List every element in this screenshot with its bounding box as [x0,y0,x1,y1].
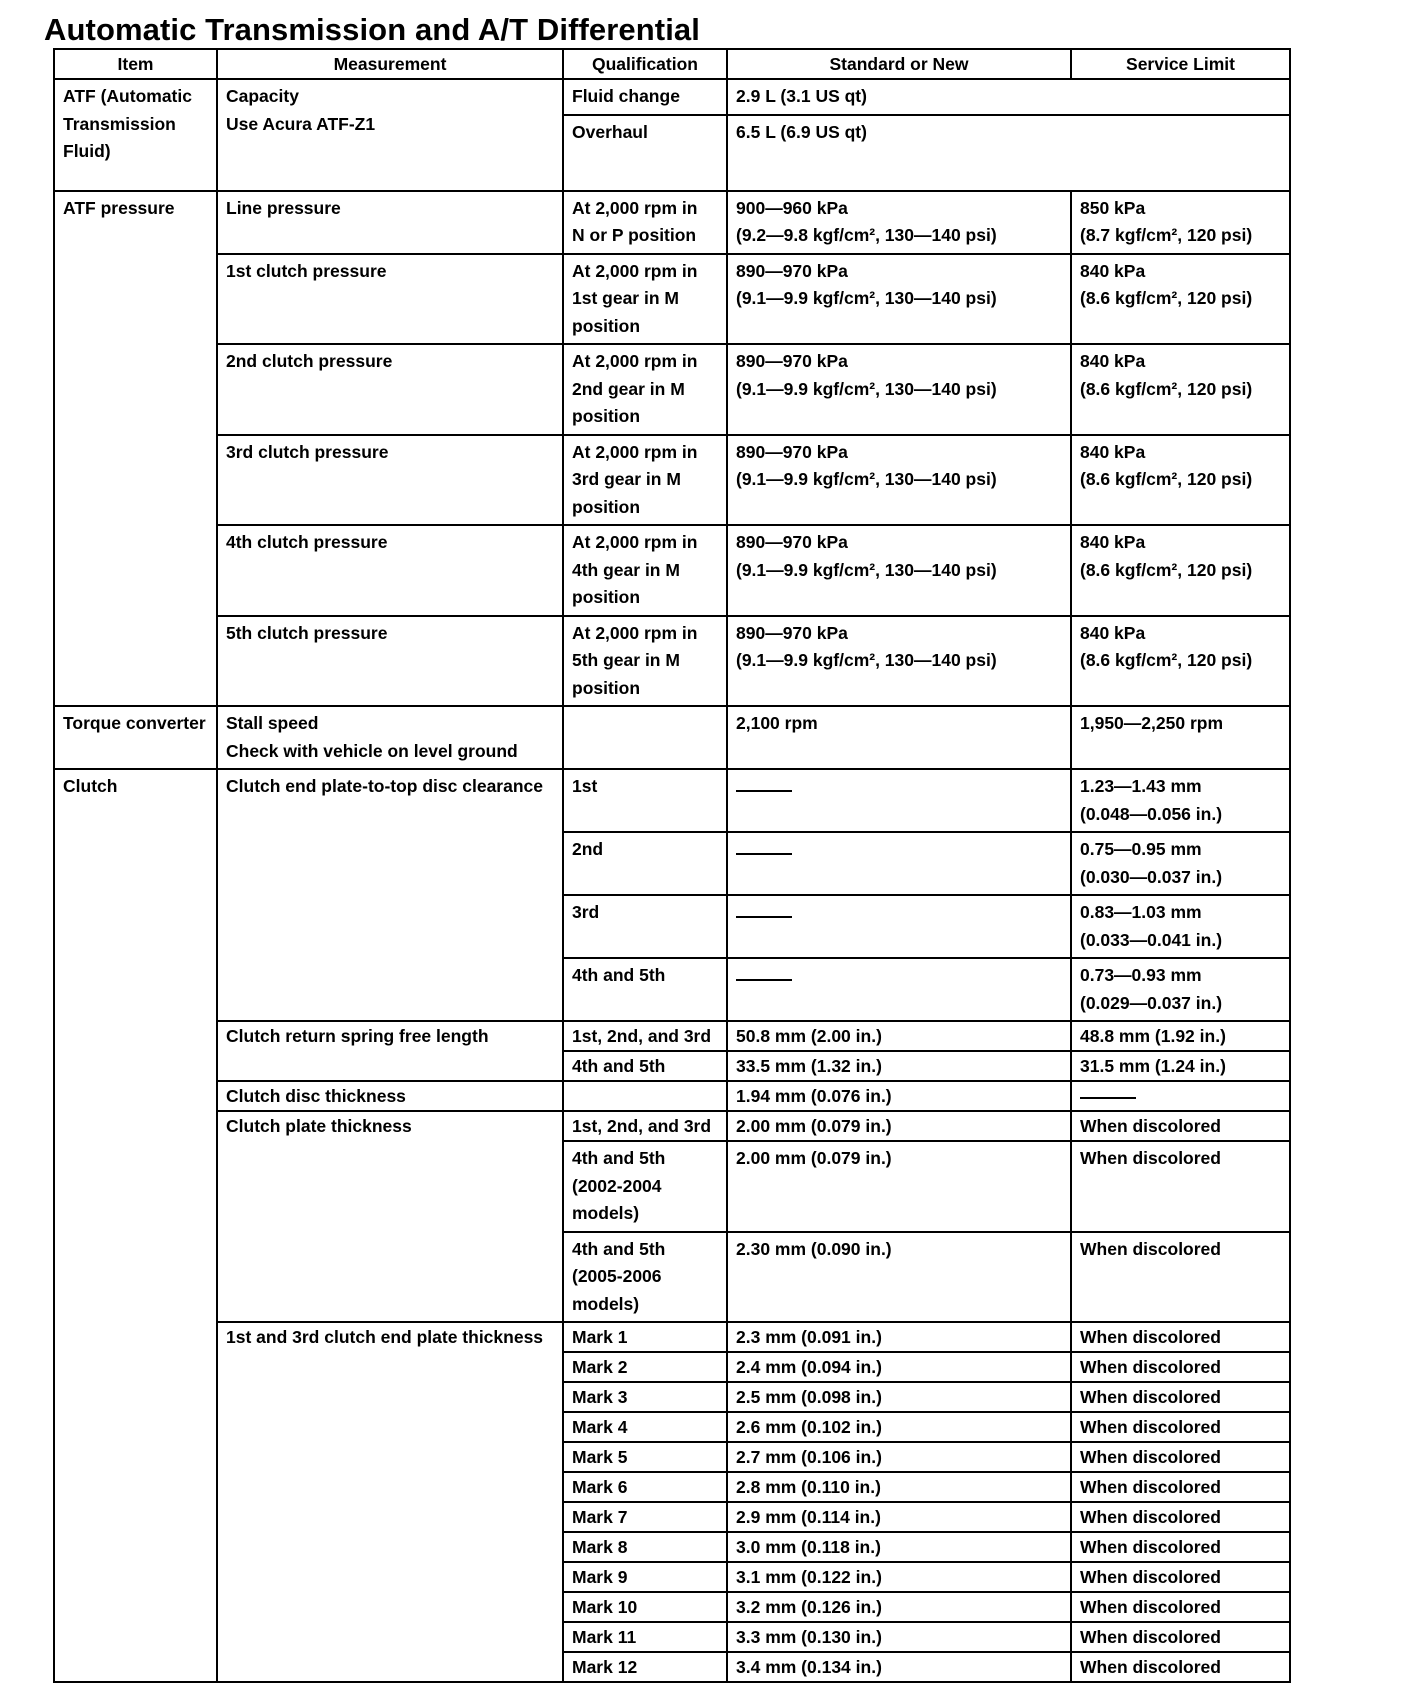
limit-cell: 0.75—0.95 mm (0.030—0.037 in.) [1071,832,1290,895]
qualification-cell: Fluid change [563,79,727,115]
qualification-cell: Overhaul [563,115,727,191]
standard-cell: 2.7 mm (0.106 in.) [727,1442,1071,1472]
standard-cell: 890—970 kPa (9.1—9.9 kgf/cm², 130—140 psi) [727,254,1071,345]
qualification-cell: 1st, 2nd, and 3rd [563,1021,727,1051]
standard-cell: 2.9 L (3.1 US qt) [727,79,1290,115]
standard-cell [727,832,1071,895]
qualification-cell: 3rd [563,895,727,958]
limit-cell: 1.23—1.43 mm (0.048—0.056 in.) [1071,769,1290,832]
column-header-qualification: Qualification [563,49,727,79]
measurement-cell: Capacity Use Acura ATF-Z1 [217,79,563,191]
measurement-cell: Stall speed Check with vehicle on level ground [217,706,563,769]
limit-cell: 0.83—1.03 mm (0.033—0.041 in.) [1071,895,1290,958]
qualification-cell: Mark 7 [563,1502,727,1532]
standard-cell [727,958,1071,1021]
qualification-cell: 2nd [563,832,727,895]
limit-cell: When discolored [1071,1322,1290,1352]
qualification-cell: Mark 8 [563,1532,727,1562]
qualification-cell: At 2,000 rpm in N or P position [563,191,727,254]
column-header-item: Item [54,49,217,79]
limit-cell: When discolored [1071,1502,1290,1532]
item-cell: ATF pressure [54,191,217,707]
qualification-cell: Mark 11 [563,1622,727,1652]
standard-cell: 6.5 L (6.9 US qt) [727,115,1290,191]
measurement-cell: Clutch plate thickness [217,1111,563,1322]
standard-cell: 2.6 mm (0.102 in.) [727,1412,1071,1442]
measurement-cell: Clutch disc thickness [217,1081,563,1111]
qualification-cell: At 2,000 rpm in 1st gear in M position [563,254,727,345]
limit-cell: 850 kPa (8.7 kgf/cm², 120 psi) [1071,191,1290,254]
table-row [54,79,1290,115]
qualification-cell: 4th and 5th [563,958,727,1021]
limit-cell: When discolored [1071,1111,1290,1141]
standard-cell: 2.30 mm (0.090 in.) [727,1232,1071,1323]
standard-cell: 50.8 mm (2.00 in.) [727,1021,1071,1051]
limit-cell: When discolored [1071,1412,1290,1442]
qualification-cell: 4th and 5th (2002-2004 models) [563,1141,727,1232]
qualification-cell: 1st, 2nd, and 3rd [563,1111,727,1141]
limit-cell: 31.5 mm (1.24 in.) [1071,1051,1290,1081]
dash-mark [736,979,792,981]
spec-table [53,48,1291,1683]
limit-cell: 840 kPa (8.6 kgf/cm², 120 psi) [1071,525,1290,616]
measurement-cell: 3rd clutch pressure [217,435,563,526]
qualification-cell: 4th and 5th (2005-2006 models) [563,1232,727,1323]
standard-cell: 3.3 mm (0.130 in.) [727,1622,1071,1652]
qualification-cell: Mark 3 [563,1382,727,1412]
standard-cell: 2.00 mm (0.079 in.) [727,1111,1071,1141]
standard-cell: 890—970 kPa (9.1—9.9 kgf/cm², 130—140 psi) [727,344,1071,435]
qualification-cell: Mark 5 [563,1442,727,1472]
limit-cell: When discolored [1071,1532,1290,1562]
standard-cell: 2,100 rpm [727,706,1071,769]
measurement-cell: 1st clutch pressure [217,254,563,345]
qualification-cell: Mark 2 [563,1352,727,1382]
table-row [54,1111,1290,1141]
measurement-cell: Clutch return spring free length [217,1021,563,1081]
measurement-cell: Line pressure [217,191,563,254]
dash-mark [736,916,792,918]
measurement-cell: 4th clutch pressure [217,525,563,616]
limit-cell: When discolored [1071,1442,1290,1472]
table-row [54,191,1290,254]
table-row [54,254,1290,345]
item-cell: Torque converter [54,706,217,769]
qualification-cell [563,1081,727,1111]
standard-cell: 2.00 mm (0.079 in.) [727,1141,1071,1232]
qualification-cell: Mark 10 [563,1592,727,1622]
standard-cell: 900—960 kPa (9.2—9.8 kgf/cm², 130—140 psi) [727,191,1071,254]
qualification-cell: Mark 12 [563,1652,727,1682]
standard-cell: 3.1 mm (0.122 in.) [727,1562,1071,1592]
limit-cell: 48.8 mm (1.92 in.) [1071,1021,1290,1051]
limit-cell: When discolored [1071,1352,1290,1382]
table-row [54,525,1290,616]
dash-mark [736,853,792,855]
table-row [54,616,1290,707]
table-row [54,1081,1290,1111]
table-row [54,435,1290,526]
limit-cell [1071,1081,1290,1111]
column-header-measurement: Measurement [217,49,563,79]
standard-cell: 2.5 mm (0.098 in.) [727,1382,1071,1412]
qualification-cell: Mark 9 [563,1562,727,1592]
limit-cell: 1,950—2,250 rpm [1071,706,1290,769]
qualification-cell: 4th and 5th [563,1051,727,1081]
limit-cell: 840 kPa (8.6 kgf/cm², 120 psi) [1071,254,1290,345]
column-header-service-limit: Service Limit [1071,49,1290,79]
qualification-cell: At 2,000 rpm in 5th gear in M position [563,616,727,707]
qualification-cell: At 2,000 rpm in 4th gear in M position [563,525,727,616]
column-header-standard: Standard or New [727,49,1071,79]
dash-mark [736,790,792,792]
standard-cell: 890—970 kPa (9.1—9.9 kgf/cm², 130—140 psi) [727,525,1071,616]
limit-cell: When discolored [1071,1562,1290,1592]
standard-cell [727,895,1071,958]
qualification-cell [563,706,727,769]
standard-cell: 3.4 mm (0.134 in.) [727,1652,1071,1682]
limit-cell: When discolored [1071,1232,1290,1323]
item-cell: Clutch [54,769,217,1682]
limit-cell: 840 kPa (8.6 kgf/cm², 120 psi) [1071,616,1290,707]
item-cell: ATF (Automatic Transmission Fluid) [54,79,217,191]
standard-cell: 2.4 mm (0.094 in.) [727,1352,1071,1382]
measurement-cell: 1st and 3rd clutch end plate thickness [217,1322,563,1682]
limit-cell: When discolored [1071,1472,1290,1502]
limit-cell: When discolored [1071,1141,1290,1232]
standard-cell: 890—970 kPa (9.1—9.9 kgf/cm², 130—140 psi) [727,616,1071,707]
measurement-cell: 5th clutch pressure [217,616,563,707]
limit-cell: When discolored [1071,1382,1290,1412]
qualification-cell: At 2,000 rpm in 3rd gear in M position [563,435,727,526]
table-row [54,706,1290,769]
standard-cell: 3.2 mm (0.126 in.) [727,1592,1071,1622]
page-title: Automatic Transmission and A/T Differential [44,12,700,47]
limit-cell: 840 kPa (8.6 kgf/cm², 120 psi) [1071,435,1290,526]
limit-cell: 840 kPa (8.6 kgf/cm², 120 psi) [1071,344,1290,435]
table-row [54,1021,1290,1051]
table-row [54,769,1290,832]
measurement-cell: Clutch end plate-to-top disc clearance [217,769,563,1021]
header-row [54,49,1290,79]
standard-cell: 2.8 mm (0.110 in.) [727,1472,1071,1502]
qualification-cell: 1st [563,769,727,832]
qualification-cell: At 2,000 rpm in 2nd gear in M position [563,344,727,435]
standard-cell [727,769,1071,832]
limit-cell: When discolored [1071,1652,1290,1682]
limit-cell: 0.73—0.93 mm (0.029—0.037 in.) [1071,958,1290,1021]
qualification-cell: Mark 6 [563,1472,727,1502]
standard-cell: 1.94 mm (0.076 in.) [727,1081,1071,1111]
table-row [54,1322,1290,1352]
standard-cell: 3.0 mm (0.118 in.) [727,1532,1071,1562]
qualification-cell: Mark 4 [563,1412,727,1442]
standard-cell: 890—970 kPa (9.1—9.9 kgf/cm², 130—140 psi) [727,435,1071,526]
measurement-cell: 2nd clutch pressure [217,344,563,435]
standard-cell: 2.3 mm (0.091 in.) [727,1322,1071,1352]
limit-cell: When discolored [1071,1592,1290,1622]
limit-cell: When discolored [1071,1622,1290,1652]
dash-mark [1080,1097,1136,1099]
standard-cell: 2.9 mm (0.114 in.) [727,1502,1071,1532]
qualification-cell: Mark 1 [563,1322,727,1352]
standard-cell: 33.5 mm (1.32 in.) [727,1051,1071,1081]
table-row [54,344,1290,435]
